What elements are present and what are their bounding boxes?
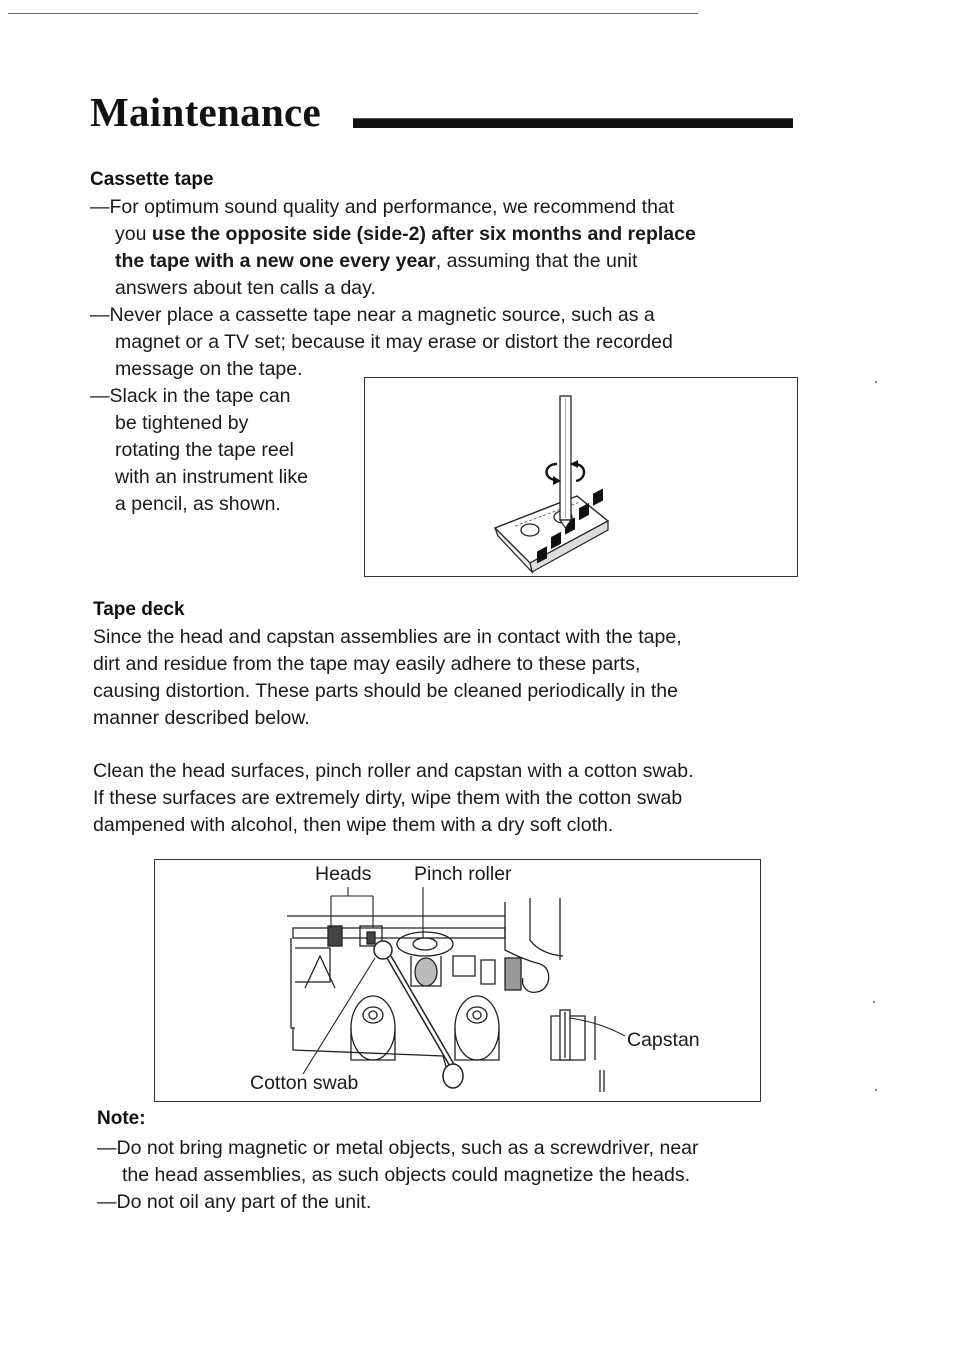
tape-deck-p2-line2: If these surfaces are extremely dirty, wipe them with the cotton swab	[93, 787, 683, 809]
cassette-p3-line2: be tightened by	[115, 412, 249, 434]
note-line1: —Do not bring magnetic or metal objects, such as a screwdriver, near	[97, 1137, 699, 1159]
cassette-p1-line1: —For optimum sound quality and performance, we recommend that	[90, 196, 675, 218]
cassette-p3-line4: with an instrument like	[115, 466, 308, 488]
cassette-p1-line4: answers about ten calls a day.	[115, 277, 376, 299]
tape-deck-illustration	[155, 860, 760, 1101]
tape-deck-p1-line1: Since the head and capstan assemblies are in contact with the tape,	[93, 626, 682, 648]
cassette-p1-rest2: , assuming that the unit	[435, 250, 638, 272]
tape-deck-text-1	[93, 624, 813, 732]
cassette-p3-line1: —Slack in the tape can	[90, 385, 291, 407]
cassette-pencil-figure	[364, 377, 798, 577]
cassette-tape-heading: Cassette tape	[90, 169, 214, 190]
cassette-p1-bold2: the tape with a new one every year	[115, 250, 436, 272]
cassette-p3-line3: rotating the tape reel	[115, 439, 294, 461]
label-cotton-swab: Cotton swab	[250, 1072, 359, 1094]
cassette-p1-line2	[90, 221, 810, 248]
tape-deck-p2-line1: Clean the head surfaces, pinch roller and capstan with a cotton swab.	[93, 760, 694, 782]
note-heading: Note:	[97, 1108, 146, 1129]
title-bar	[353, 118, 793, 128]
scan-speck	[875, 381, 877, 383]
note-text	[97, 1135, 817, 1216]
cassette-p1-bold1: use the opposite side (side-2) after six months and replace	[151, 223, 696, 245]
cassette-icon	[495, 488, 608, 572]
tape-deck-figure	[154, 859, 761, 1102]
scan-speck	[875, 1089, 877, 1091]
cassette-p2-line3: message on the tape.	[115, 358, 303, 380]
cassette-p2-line1: —Never place a cassette tape near a magnetic source, such as a	[90, 304, 655, 326]
cassette-p3-line5: a pencil, as shown.	[115, 493, 281, 515]
tape-deck-p1-line4: manner described below.	[93, 707, 310, 729]
cassette-p1-line3	[90, 248, 810, 275]
page-title: Maintenance	[90, 89, 322, 135]
tape-deck-text-2	[93, 758, 813, 839]
scan-speck	[873, 1001, 875, 1003]
label-pinch-roller: Pinch roller	[414, 863, 512, 885]
label-heads: Heads	[315, 863, 372, 885]
tape-deck-p2-line3: dampened with alcohol, then wipe them with a dry soft cloth.	[93, 814, 614, 836]
cassette-p1-you: you	[115, 223, 152, 245]
note-line3: —Do not oil any part of the unit.	[97, 1191, 372, 1213]
label-capstan: Capstan	[627, 1029, 700, 1051]
pencil-icon	[560, 396, 571, 528]
cassette-p2-line2: magnet or a TV set; because it may erase or distort the recorded	[115, 331, 673, 353]
tape-deck-p1-line3: causing distortion. These parts should be cleaned periodically in the	[93, 680, 678, 702]
cassette-pencil-illustration	[365, 378, 797, 576]
tape-deck-heading: Tape deck	[93, 599, 185, 620]
top-rule	[8, 13, 698, 14]
note-line2: the head assemblies, as such objects could magnetize the heads.	[122, 1164, 691, 1186]
tape-deck-p1-line2: dirt and residue from the tape may easily adhere to these parts,	[93, 653, 641, 675]
